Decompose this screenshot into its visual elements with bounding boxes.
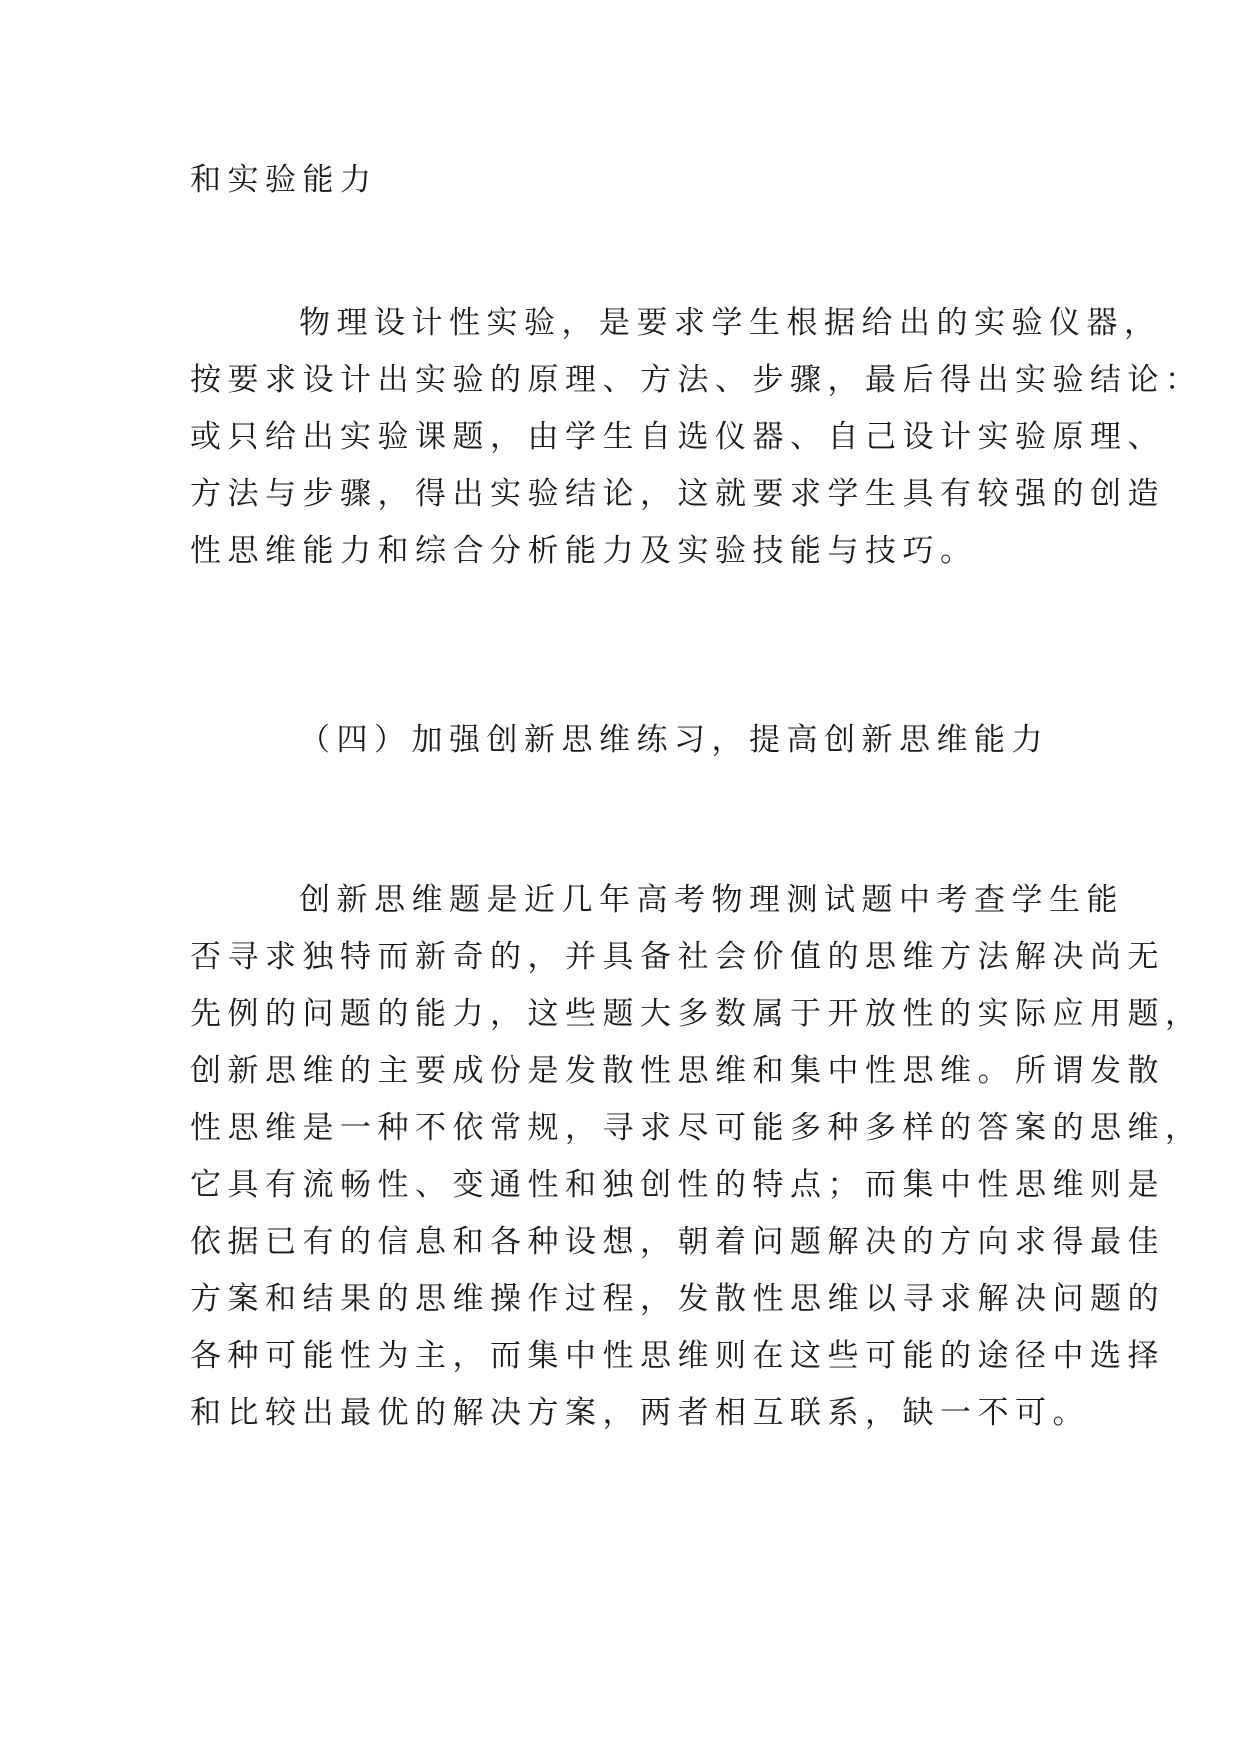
paragraph-line: 性思维是一种不依常规，寻求尽可能多种多样的答案的思维， (190, 1110, 1203, 1146)
paragraph-line: 各种可能性为主，而集中性思维则在这些可能的途径中选择 (190, 1338, 1165, 1374)
paragraph-line: 否寻求独特而新奇的，并具备社会价值的思维方法解决尚无 (190, 939, 1165, 975)
paragraph-line: 方法与步骤，得出实验结论，这就要求学生具有较强的创造 (190, 476, 1165, 512)
paragraph-line: 方案和结果的思维操作过程，发散性思维以寻求解决问题的 (190, 1281, 1165, 1317)
paragraph-line: 创新思维题是近几年高考物理测试题中考查学生能 (299, 882, 1124, 918)
paragraph-line: 或只给出实验课题，由学生自选仪器、自己设计实验原理、 (190, 419, 1165, 455)
paragraph-line: 创新思维的主要成份是发散性思维和集中性思维。所谓发散 (190, 1053, 1165, 1089)
paragraph-line: 按要求设计出实验的原理、方法、步骤，最后得出实验结论： (190, 362, 1203, 398)
paragraph-line: 和比较出最优的解决方案，两者相互联系，缺一不可。 (190, 1395, 1090, 1431)
paragraph-line: 先例的问题的能力，这些题大多数属于开放性的实际应用题， (190, 996, 1203, 1032)
paragraph-line: 依据已有的信息和各种设想，朝着问题解决的方向求得最佳 (190, 1224, 1165, 1260)
paragraph-line: 性思维能力和综合分析能力及实验技能与技巧。 (190, 533, 978, 569)
fragment-heading: 和实验能力 (190, 162, 378, 198)
paragraph-line: 它具有流畅性、变通性和独创性的特点；而集中性思维则是 (190, 1167, 1165, 1203)
paragraph-line: 物理设计性实验，是要求学生根据给出的实验仪器， (299, 305, 1162, 341)
section-heading: （四）加强创新思维练习，提高创新思维能力 (299, 722, 1049, 758)
